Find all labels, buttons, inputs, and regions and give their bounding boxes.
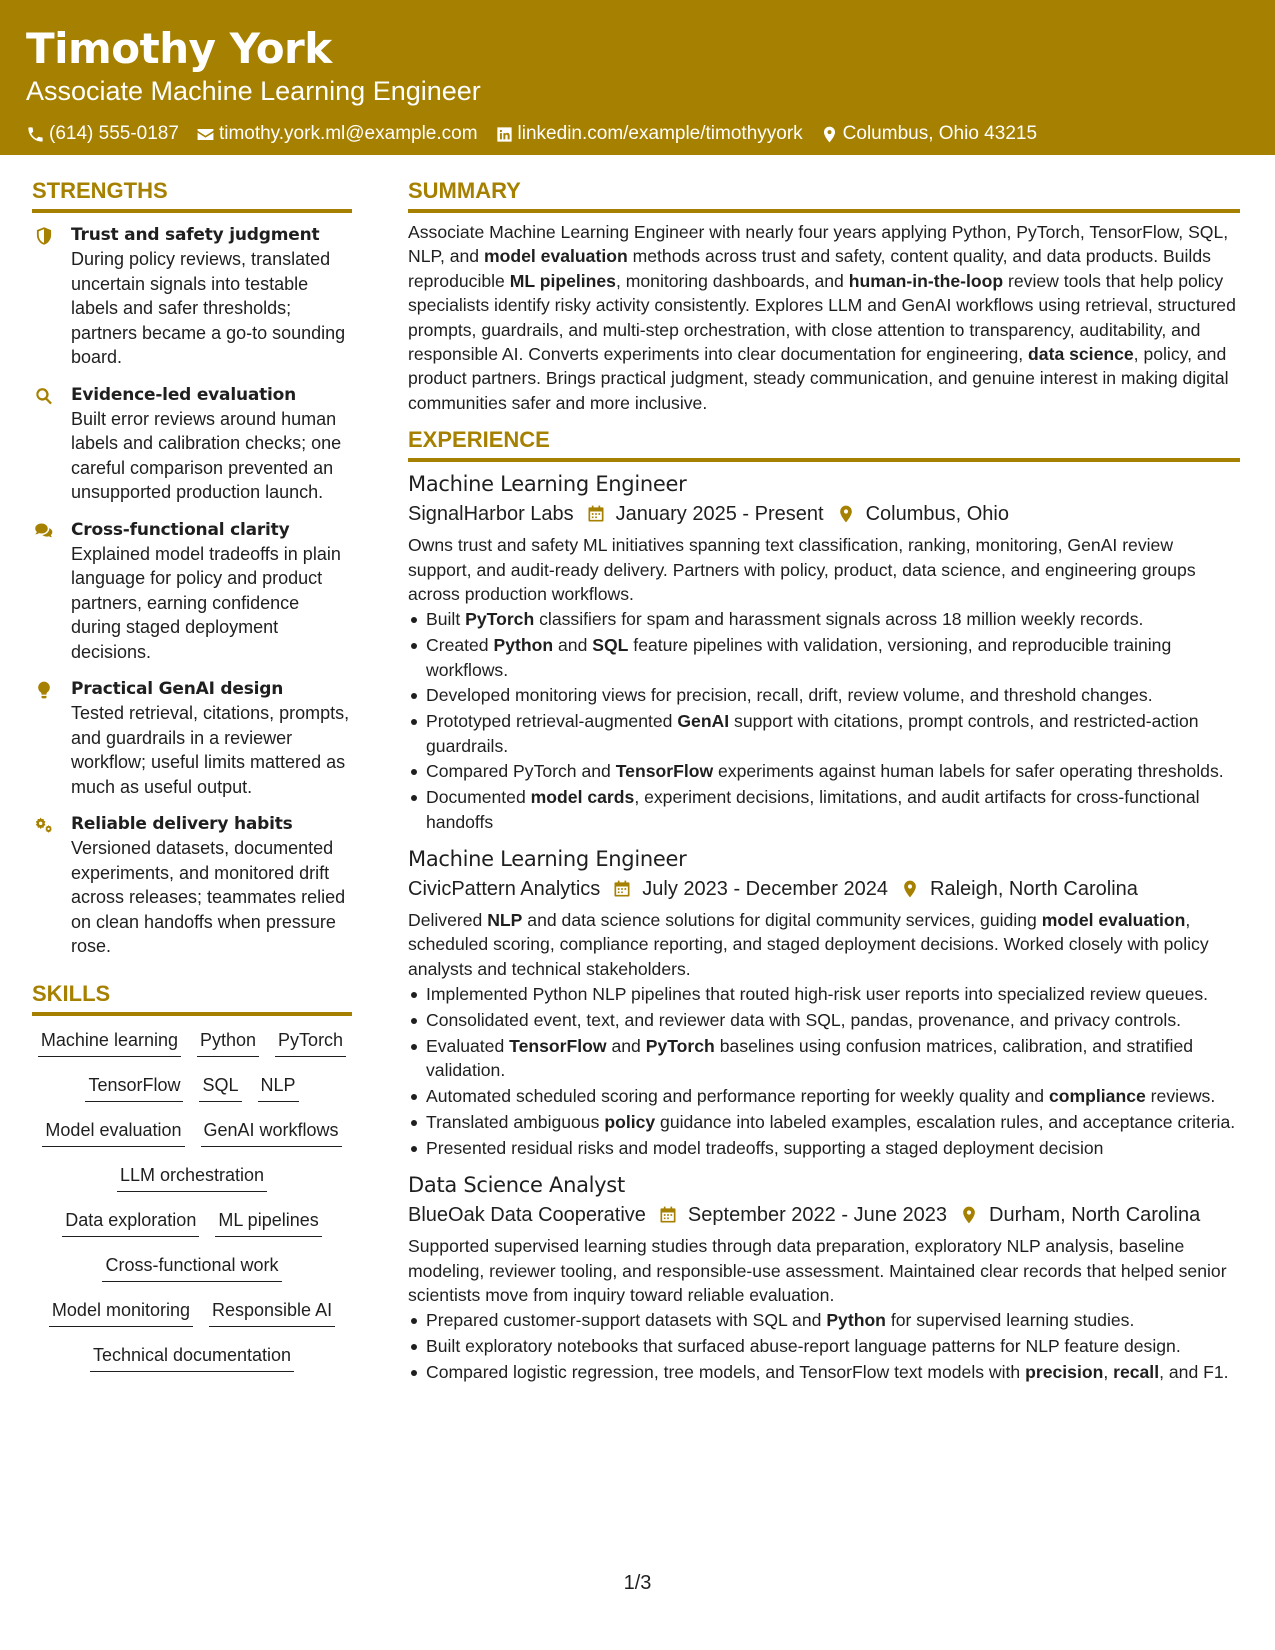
contact-email[interactable]: [196, 123, 478, 145]
strength-item: [32, 223, 352, 370]
skill-tag: Python: [197, 1028, 259, 1057]
strength-item: [32, 518, 352, 665]
job-location: Durham, North Carolina: [989, 1204, 1201, 1227]
skill-tag: Responsible AI: [209, 1298, 335, 1327]
job-description: Delivered NLP and data science solutions for digital community services, guiding model evaluation, scheduled scoring, compliance reporting, and staged deployment decisions. Worked closely with policy analysts and technical stakeholders.: [408, 910, 1209, 979]
job-bullet: Prepared customer-support datasets with SQL and Python for supervised learning studies.: [408, 1308, 1240, 1332]
resume-header: [0, 0, 1275, 155]
phone-icon: [26, 125, 45, 144]
job-bullet: Consolidated event, text, and reviewer data with SQL, pandas, provenance, and privacy controls.: [408, 1008, 1240, 1032]
strength-description: Explained model tradeoffs in plain language for policy and product partners, earning confidence during staged deployment decisions.: [71, 543, 341, 662]
skill-tag: GenAI workflows: [201, 1118, 342, 1147]
job-meta: [408, 874, 1240, 904]
job-dates: January 2025 - Present: [615, 503, 824, 526]
calendar-icon: [586, 504, 606, 524]
job-bullet: Prototyped retrieval-augmented GenAI support with citations, prompt controls, and restricted-action guardrails.: [408, 709, 1240, 758]
job-location: Columbus, Ohio: [865, 503, 1009, 526]
job-bullet: Compared PyTorch and TensorFlow experiments against human labels for safer operating thresholds.: [408, 759, 1240, 783]
skill-tag: LLM orchestration: [117, 1163, 267, 1192]
skill-tag: SQL: [199, 1073, 241, 1102]
job-bullet: Built PyTorch classifiers for spam and harassment signals across 18 million weekly records.: [408, 607, 1240, 631]
strengths-list: [32, 223, 352, 959]
skill-row: [32, 1208, 352, 1253]
calendar-icon: [612, 879, 632, 899]
search-icon: [34, 386, 54, 406]
candidate-title: Associate Machine Learning Engineer: [26, 76, 481, 106]
job-bullet: Compared logistic regression, tree models, and TensorFlow text models with precision, recall, and F1.: [408, 1360, 1240, 1384]
page-number: 1/3: [623, 1572, 652, 1594]
job-dates: September 2022 - June 2023: [687, 1204, 947, 1227]
skills-heading: SKILLS: [32, 981, 352, 1016]
job-bullets: [408, 607, 1240, 834]
job-bullet: Developed monitoring views for precision, recall, drift, review volume, and threshold changes.: [408, 683, 1240, 707]
job-bullet: Translated ambiguous policy guidance into labeled examples, escalation rules, and acceptance criteria.: [408, 1110, 1240, 1134]
lightbulb-icon: [34, 680, 54, 700]
skill-tag: Model monitoring: [49, 1298, 193, 1327]
summary-heading: SUMMARY: [408, 178, 1240, 213]
job-meta: [408, 1200, 1240, 1230]
strength-title: Cross-functional clarity: [71, 519, 290, 540]
skill-tag: PyTorch: [275, 1028, 346, 1057]
strength-title: Trust and safety judgment: [71, 225, 320, 245]
skill-row: [32, 1163, 352, 1208]
envelope-icon: [196, 125, 215, 144]
contact-bar: [26, 123, 1275, 145]
email-link[interactable]: timothy.york.ml@example.com: [218, 123, 478, 144]
job-bullet: Automated scheduled scoring and performance reporting for weekly quality and compliance reviews.: [408, 1084, 1240, 1108]
job-bullet: Documented model cards, experiment decisions, limitations, and audit artifacts for cross-functional handoffs: [408, 785, 1240, 834]
job-description: Owns trust and safety ML initiatives spanning text classification, ranking, monitoring, GenAI review support, and audit-ready delivery. Partners with policy, product, data science, and engineering groups across production workflows.: [408, 535, 1196, 605]
contact-linkedin[interactable]: [495, 123, 803, 145]
job-bullets: [408, 1308, 1240, 1384]
job-company: CivicPattern Analytics: [408, 878, 601, 901]
map-pin-icon: [900, 879, 920, 899]
map-pin-icon: [836, 504, 856, 524]
comments-icon: [34, 521, 54, 541]
skill-row: [32, 1343, 352, 1388]
skill-row: [32, 1253, 352, 1298]
strengths-heading: STRENGTHS: [32, 178, 352, 213]
skill-tag: ML pipelines: [215, 1208, 321, 1237]
strength-description: During policy reviews, translated uncertain signals into testable labels and safer thresholds; partners became a go-to sounding board.: [71, 249, 346, 367]
experience-heading: EXPERIENCE: [408, 427, 1240, 462]
summary-text: Associate Machine Learning Engineer with nearly four years applying Python, PyTorch, TensorFlow, SQL, NLP, and model evaluation methods across trust and safety, content quality, and data products. Builds reproducible ML pipelines, monitoring dashboards, and human-in-the-loop review tools that help policy specialists identify risky activity consistently. Explores LLM and GenAI workflows using retrieval, structured prompts, guardrails, and multi-step orchestration, with close attention to transparency, auditability, and responsible AI. Converts experiments into clear documentation for engineering, data science, policy, and product partners. Brings practical judgment, steady communication, and genuine interest in making digital communities safer and more inclusive.: [408, 222, 1236, 413]
skills-list: [32, 1028, 352, 1388]
location-text: Columbus, Ohio 43215: [842, 123, 1038, 144]
experience-list: [408, 469, 1240, 1384]
job-company: BlueOak Data Cooperative: [408, 1204, 646, 1227]
job-bullet: Built exploratory notebooks that surfaced abuse-report language patterns for NLP feature design.: [408, 1334, 1240, 1358]
map-pin-icon: [959, 1205, 979, 1225]
job-entry: [408, 1170, 1240, 1384]
job-entry: [408, 844, 1240, 1160]
job-company: SignalHarbor Labs: [408, 503, 574, 526]
strength-title: Reliable delivery habits: [71, 814, 293, 834]
skill-tag: Model evaluation: [42, 1118, 184, 1147]
shield-icon: [34, 226, 54, 246]
strength-description: Versioned datasets, documented experiments, and monitored drift across releases; teammates relied on clean handoffs when pressure rose.: [71, 838, 346, 956]
skill-tag: Cross-functional work: [102, 1253, 281, 1282]
job-bullet: Created Python and SQL feature pipelines with validation, versioning, and reproducible training workflows.: [408, 633, 1240, 682]
job-dates: July 2023 - December 2024: [642, 878, 888, 901]
job-meta: [408, 499, 1240, 529]
job-location: Raleigh, North Carolina: [930, 878, 1138, 901]
skill-row: [32, 1028, 352, 1073]
job-entry: [408, 469, 1240, 834]
contact-phone: [26, 123, 179, 145]
phone-text: (614) 555-0187: [49, 123, 179, 144]
skill-tag: Data exploration: [62, 1208, 199, 1237]
job-bullet: Implemented Python NLP pipelines that routed high-risk user reports into specialized review queues.: [408, 982, 1240, 1006]
gears-icon: [34, 815, 54, 835]
job-title: Machine Learning Engineer: [408, 472, 687, 497]
skill-tag: Machine learning: [38, 1028, 181, 1057]
job-description: Supported supervised learning studies through data preparation, exploratory NLP analysis, baseline modeling, reviewer tooling, and responsible-use assessment. Maintained clear records that helped senior scientists move from inquiry toward reliable evaluation.: [408, 1236, 1227, 1305]
contact-location: [820, 123, 1037, 145]
linkedin-link[interactable]: linkedin.com/example/timothyyork: [517, 123, 803, 144]
strength-title: Evidence-led evaluation: [71, 384, 297, 405]
candidate-name: Timothy York: [26, 24, 332, 73]
strength-item: [32, 812, 352, 959]
job-bullets: [408, 982, 1240, 1160]
job-bullet: Presented residual risks and model tradeoffs, supporting a staged deployment decision: [408, 1136, 1240, 1160]
job-title: Data Science Analyst: [408, 1173, 625, 1198]
skill-row: [32, 1073, 352, 1118]
strength-item: [32, 383, 352, 505]
map-pin-icon: [820, 125, 839, 144]
strength-title: Practical GenAI design: [71, 679, 284, 699]
left-column: [32, 178, 352, 1388]
skill-tag: TensorFlow: [85, 1073, 183, 1102]
strength-item: [32, 677, 352, 799]
job-bullet: Evaluated TensorFlow and PyTorch baselines using confusion matrices, calibration, and stratified validation.: [408, 1034, 1240, 1083]
skill-tag: Technical documentation: [90, 1343, 294, 1372]
linkedin-icon: [495, 125, 514, 144]
job-title: Machine Learning Engineer: [408, 847, 687, 872]
skill-row: [32, 1118, 352, 1163]
strength-description: Built error reviews around human labels and calibration checks; one careful comparison prevented an unsupported production launch.: [71, 408, 342, 502]
right-column: [408, 178, 1240, 1386]
skill-row: [32, 1298, 352, 1343]
skill-tag: NLP: [258, 1073, 299, 1102]
strength-description: Tested retrieval, citations, prompts, and guardrails in a reviewer workflow; useful limits mattered as much as useful output.: [71, 703, 350, 797]
calendar-icon: [658, 1205, 678, 1225]
